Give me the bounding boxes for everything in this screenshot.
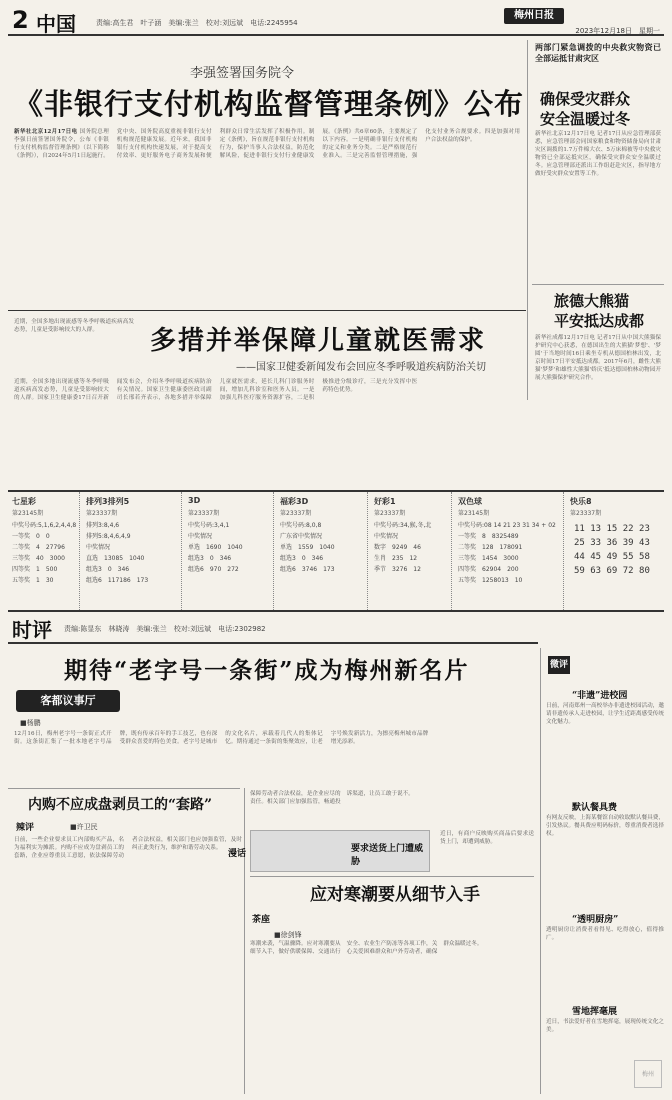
- lottery-name: 好彩1: [374, 497, 396, 506]
- side2-body: 新华社成都12月17日电 记者17日从中国大熊猫保护研究中心获悉，在德国出生的大熊猫'梦想'、'梦圆'于当地时间16日乘坐专机从德国柏林出发，北京时间17日平安抵达成都。2017年6月，雌性大熊猫'梦梦'和雄性大熊猫'娇庆'抵达德国柏林动物园开展大熊猫保护研究合作。: [535, 335, 661, 381]
- opinion-headline: 期待“老字号一条街”成为梅州新名片: [64, 657, 470, 684]
- weiping-body-1: 日前，河南郑州一高校举办非遗进校园活动，邀请非遗传承人走进校园，让学生近距离感受传统文化魅力。: [546, 703, 664, 725]
- lottery-results: 中奖号码:8,0,8 广东省中奖情况 单选 1559 1040 组选3 0 346 组选6 3746 173: [280, 522, 335, 573]
- side1-headline-1: 确保受灾群众: [540, 90, 631, 108]
- lottery-results: 中奖号码:34,猴,冬,北 中奖情况 数字 9249 46 生肖 235 12 季节 3276 12: [374, 522, 432, 573]
- lead-body-text: 国务院总理李强日前签署国务院令，公布《非银行支付机构监督管理条例》（以下简称《条例》），自2024年5月1日起施行。党中央、国务院高度重视非银行支付机构规范健康发展。近年来，我国非银行支付机构快速发展，对于提高支付效率、更好服务电子商务发展和便利群众日常生活发挥了积极作用。制定《条例》，旨在规范非银行支付机构行为，保护当事人合法权益，防范化解风险，促进非银行支付行业健康发展。《条例》共6章60条，主要规定了以下内容。一是明确非银行支付机构的定义和业务分类。二是严格规范行业准入。三是完善监督管理措施，强化支付业务合规要求。四是加强对用户合法权益的保护。: [14, 129, 520, 159]
- second-subhead: ——国家卫健委新闻发布会回应冬季呼吸道疾病防治关切: [236, 362, 486, 373]
- weiping-item-3: “透明厨房”: [572, 915, 619, 925]
- cartoon-title: 要求送货上门遭威胁: [351, 844, 424, 867]
- lottery-3d: [184, 492, 274, 610]
- lottery-qixingcai: [8, 492, 80, 610]
- story2-body: 日前，一些企业要求员工内部购买产品，名为福利实为摊派。内购不应成为盘剥员工的套路，企业应尊重员工意愿，依法保障劳动者合法权益，相关部门也应加强监管，及时纠正此类行为，维护和谐劳动关系。: [14, 837, 242, 859]
- second-body: 近期，全国多地出现流感等冬季呼吸道疾病高发态势，儿童是受影响较大的人群。国家卫生健康委17日召开新闻发布会，介绍冬季呼吸道疾病防治有关情况。国家卫生健康委医政司副司长邢若齐表示，各地多措并举保障儿童就医需求，延长儿科门诊服务时间，增加儿科诊室和医务人员。一是加强儿科医疗服务资源扩容，二是积极推进分级诊疗，三是充分发挥中医药特色优势。: [14, 379, 418, 401]
- weiping-item-4: 雪地挥毫展: [572, 1007, 618, 1017]
- story3-byline: ■徐剑锋: [274, 931, 302, 939]
- lottery-name: 七星彩: [12, 497, 36, 506]
- opinion-body: 12月16日，梅州老字号一条街正式开街。这条街汇集了一批本地老字号品牌，既有传承百年的手工技艺，也有深受群众喜爱的特色美食。老字号是城市的文化名片，承载着几代人的集体记忆。期待通过一条街的集聚效应，让老字号焕发新活力，为擦亮梅州城市品牌增光添彩。: [14, 731, 429, 745]
- sidebar-separator: [532, 284, 664, 285]
- lottery-name: 福彩3D: [280, 497, 309, 506]
- lottery-issue: 第23337期: [570, 510, 602, 517]
- weiping-item-1: “非遗”进校园: [572, 691, 628, 701]
- lottery-shuangseqiu: [454, 492, 564, 610]
- lottery-name: 3D: [188, 496, 201, 505]
- story2-continuation: 保障劳动者合法权益，是企业应尽的责任。相关部门应加强监管，畅通投诉渠道，让员工敢于说不。: [250, 791, 414, 805]
- second-headline: 多措并举保障儿童就医需求: [150, 326, 487, 356]
- lottery-strip: [8, 490, 664, 612]
- newspaper-logo: 梅州日报: [504, 8, 564, 24]
- side1-headline-2: 安全温暖过冬: [540, 110, 631, 128]
- weiping-body-3: 透明厨房让消费者看得见、吃得放心，值得推广。: [546, 927, 664, 941]
- column-badge: 客都议事厅: [16, 690, 120, 712]
- lottery-issue: 第23337期: [280, 510, 312, 517]
- lottery-haocai1: [370, 492, 452, 610]
- weiping-item-2: 默认餐具费: [572, 803, 618, 813]
- side2-headline-2: 平安抵达成都: [554, 312, 645, 330]
- section-name: 中国: [36, 12, 76, 36]
- sidebar-divider: [527, 40, 528, 400]
- lottery-issue: 第23337期: [188, 510, 220, 517]
- lottery-fucai3d: [276, 492, 368, 610]
- side2-headline-1: 旅德大熊猫: [554, 292, 630, 310]
- lottery-issue: 第23337期: [374, 510, 406, 517]
- opinion-section-title: 时评: [12, 618, 52, 642]
- byline-1: ■杨鹏: [20, 719, 41, 727]
- cartoon-image: [250, 830, 430, 872]
- lottery-name: 排列3排列5: [86, 497, 130, 506]
- cartoon-tag: 漫话: [227, 849, 246, 859]
- second-intro: 近期，全国多地出现流感等冬季呼吸道疾病高发态势，儿童是受影响较大的人群。: [14, 319, 134, 333]
- story-separator: [8, 310, 526, 311]
- story2-headline: 内购不应成盘剥员工的“套路”: [28, 797, 213, 813]
- lottery-pailie: [82, 492, 182, 610]
- story2-byline: ■许卫民: [70, 823, 98, 831]
- lottery-results: 中奖号码:3,4,1 中奖情况 单选 1690 1040 组选3 0 346 组选6 970 272: [188, 522, 243, 573]
- masthead: [8, 6, 664, 36]
- page-number: 2: [12, 6, 29, 34]
- opinion-bar: [8, 618, 664, 642]
- watermark-stamp: 梅州: [634, 1060, 662, 1088]
- story2-tag: 辣评: [15, 823, 34, 833]
- opinion-editors: 责编:陈显东 林晓涛 美编:张兰 校对:刘远斌 电话:2302982: [64, 625, 266, 633]
- lead-headline: 《非银行支付机构监督管理条例》公布: [14, 87, 525, 121]
- lead-kicker: 李强签署国务院令: [190, 66, 295, 81]
- column-divider: [244, 788, 245, 1094]
- story3-tag: 茶座: [251, 915, 270, 925]
- lottery-kuaile8: [566, 492, 664, 610]
- lottery-name: 快乐8: [570, 497, 592, 506]
- lottery-issue: 第23145期: [12, 510, 44, 517]
- kuaile8-numbers: 11 13 15 22 23 25 33 36 39 43 44 45 49 55 58 59 63 69 72 80: [574, 524, 650, 576]
- opinion-rule: [8, 642, 538, 644]
- story3-body: 寒潮来袭，气温骤降。应对寒潮要从细节入手，做好供暖保障、交通出行安全、农业生产防冻等各项工作，关心关爱困难群众和户外劳动者，确保群众温暖过冬。: [250, 941, 483, 955]
- lottery-name: 双色球: [458, 497, 482, 506]
- separator: [250, 876, 534, 877]
- lottery-results: 中奖号码:08 14 21 23 31 34 + 02 一等奖 8 8325489 二等奖 128 178091 三等奖 1454 3000 四等奖 62904 200 五等奖 1258013 10: [458, 522, 556, 584]
- weiping-tag: 微评: [548, 656, 570, 674]
- lottery-issue: 第23337期: [86, 510, 118, 517]
- editors-line: 责编:高生君 叶子涵 美编:张兰 校对:刘远斌 电话:2245954: [96, 19, 298, 27]
- story3-headline: 应对寒潮要从细节入手: [310, 885, 480, 905]
- weiping-body-2: 有网友反映，上海某餐馆自动收取默认餐具费，引发热议。餐具费应明码标价，尊重消费者选择权。: [546, 815, 664, 837]
- lead-body: [14, 128, 520, 300]
- weiping-divider: [540, 648, 541, 1094]
- lottery-results: 中奖号码:5,1,6,2,4,4,8 一等奖 0 0 二等奖 4 27796 三等奖 40 3000 四等奖 1 500 五等奖 1 30: [12, 522, 77, 584]
- weiping-body-4: 近日，书法爱好者在雪地挥毫，展现传统文化之美。: [546, 1019, 664, 1033]
- lead-dateline: 新华社北京12月17日电: [14, 129, 78, 135]
- date-line: 2023年12月18日 星期一: [575, 27, 660, 35]
- cartoon-caption: 近日，有商户反映购买商品后要求送货上门，却遭到威胁。: [440, 831, 534, 845]
- side1-body: 新华社北京12月17日电 记者17日从应急管理部获悉，应急管理部会同国家粮食和物资储备局向甘肃灾区调拨的1.7万件棉大衣、5万床棉被等中央救灾物资已全部运抵灾区，确保受灾群众安全温暖过冬。应急管理部还派出工作组赶赴灾区，指导地方做好受灾群众安置等工作。: [535, 131, 661, 177]
- lottery-results: 排列3:8,4,6 排列5:8,4,6,4,9 中奖情况 直选 13085 1040 组选3 0 346 组选6 117186 173: [86, 522, 149, 584]
- lottery-issue: 第23145期: [458, 510, 490, 517]
- separator: [8, 788, 240, 789]
- side1-kicker: 两部门紧急调拨的中央救灾物资已全部运抵甘肃灾区: [535, 42, 661, 63]
